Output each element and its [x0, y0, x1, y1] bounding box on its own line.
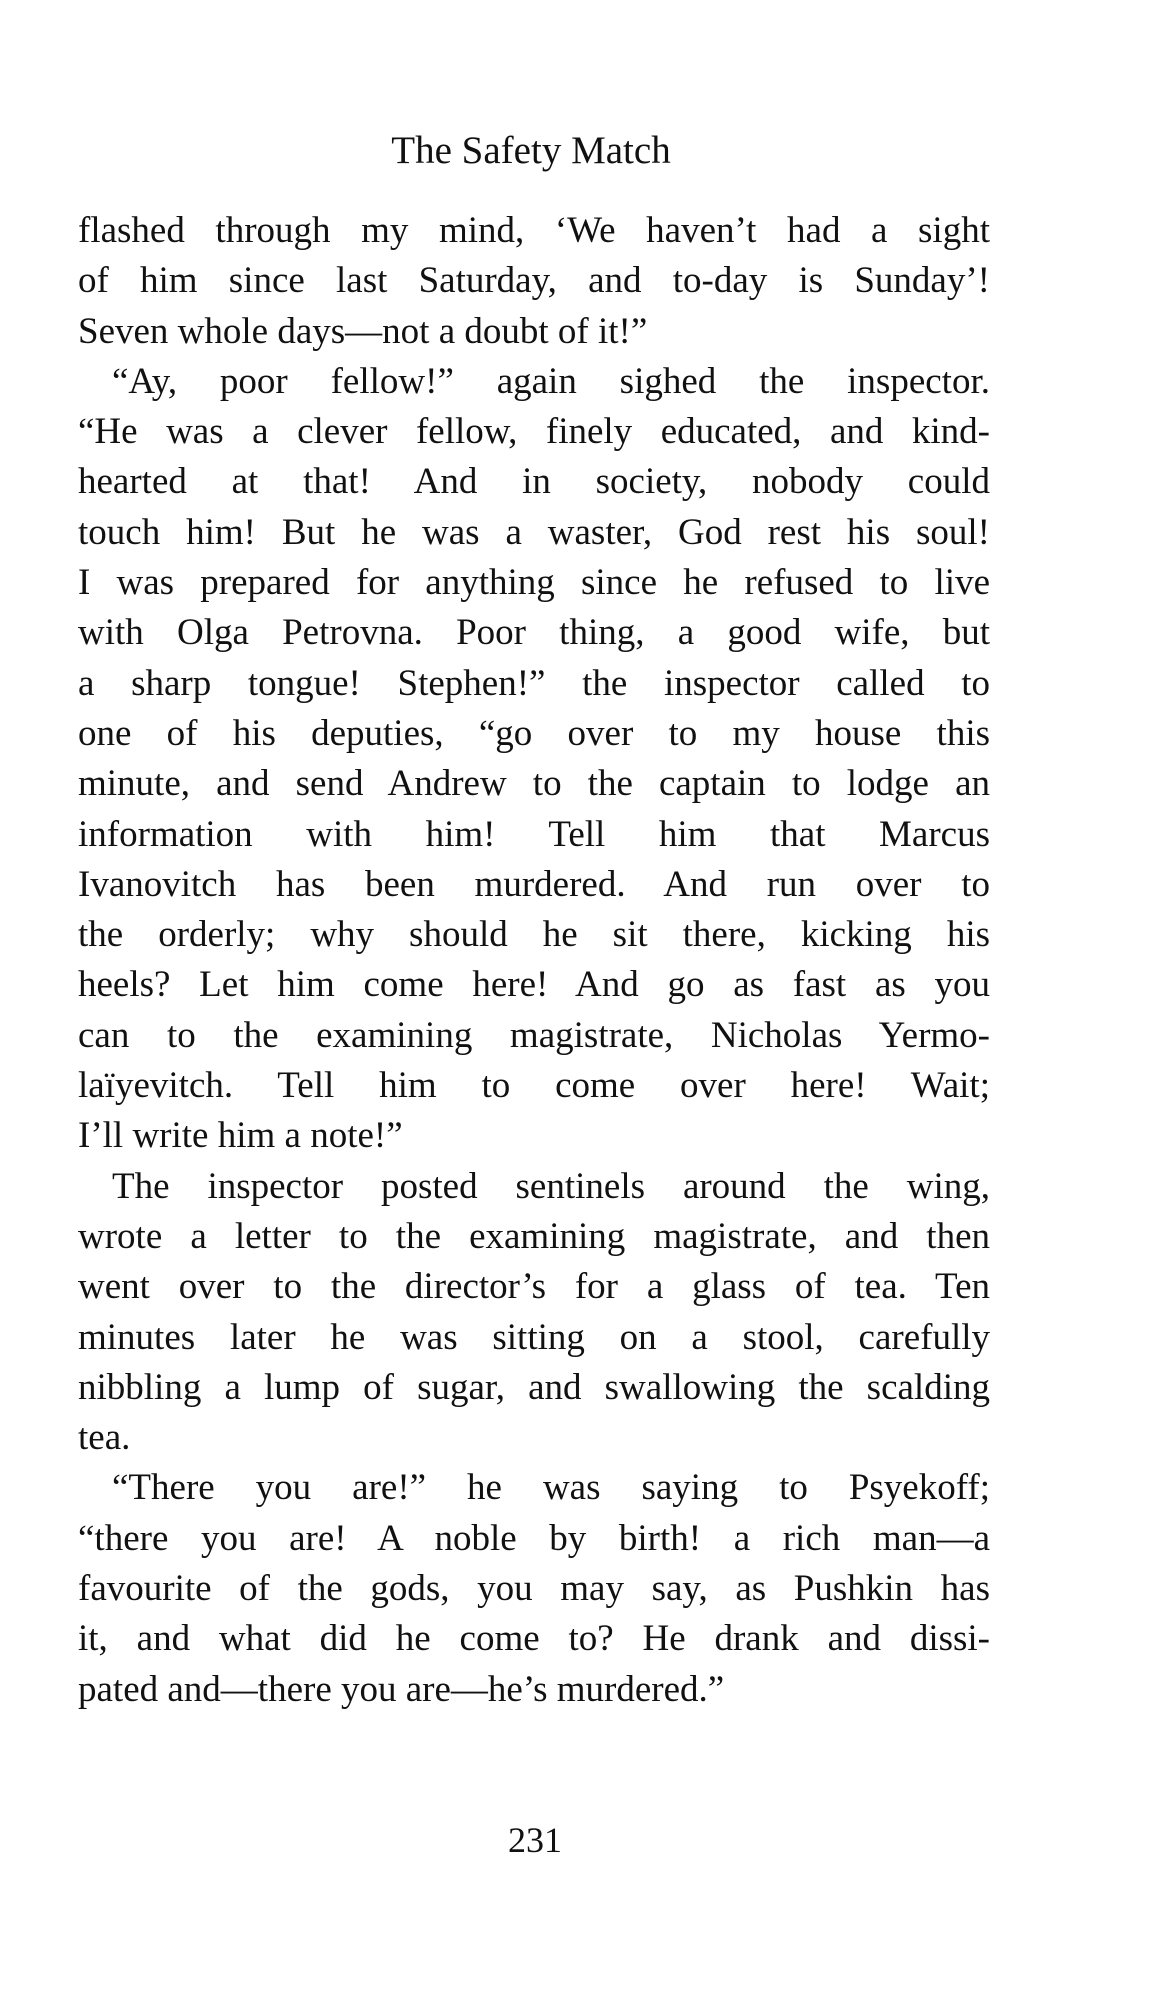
- text-line: can to the examining magistrate, Nicholas Yermo-: [78, 1014, 990, 1056]
- paragraph: [78, 1463, 990, 1714]
- text-line: The inspector posted sentinels around the wing,: [112, 1165, 990, 1207]
- text-line: information with him! Tell him that Marcus: [78, 813, 990, 855]
- text-line: went over to the director’s for a glass of tea. Ten: [78, 1266, 990, 1308]
- text-line: “There you are!” he was saying to Psyekoff;: [112, 1467, 990, 1509]
- text-line: minutes later he was sitting on a stool, carefully: [78, 1316, 990, 1358]
- text-line: wrote a letter to the examining magistrate, and then: [78, 1215, 990, 1257]
- text-line: one of his deputies, “go over to my house this: [78, 712, 990, 754]
- text-line: heels? Let him come here! And go as fast as you: [78, 964, 990, 1006]
- text-line: a sharp tongue! Stephen!” the inspector called to: [78, 662, 990, 704]
- text-line: touch him! But he was a waster, God rest his soul!: [78, 511, 990, 553]
- text-line: “He was a clever fellow, finely educated, and kind-: [78, 411, 990, 453]
- text-line: favourite of the gods, you may say, as Pushkin has: [78, 1568, 990, 1610]
- paragraph: [78, 357, 990, 1162]
- text-line: “there you are! A noble by birth! a rich man—a: [78, 1517, 990, 1559]
- page-number: 231: [508, 1820, 562, 1860]
- text-line: the orderly; why should he sit there, kicking his: [78, 914, 990, 956]
- text-line: with Olga Petrovna. Poor thing, a good wife, but: [78, 612, 990, 654]
- text-line: minute, and send Andrew to the captain to lodge an: [78, 763, 990, 805]
- text-line: pated and—there you are—he’s murdered.”: [78, 1668, 725, 1710]
- text-line: laïyevitch. Tell him to come over here! Wait;: [78, 1065, 990, 1107]
- text-line: flashed through my mind, ‘We haven’t had a sight: [78, 210, 990, 251]
- text-line: Ivanovitch has been murdered. And run over to: [78, 863, 990, 905]
- text-line: tea.: [78, 1417, 131, 1459]
- text-line: of him since last Saturday, and to-day is Sunday’!: [78, 260, 990, 302]
- text-line: Seven whole days—not a doubt of it!”: [78, 310, 648, 352]
- running-head: The Safety Match: [391, 129, 671, 172]
- paragraph: [78, 1162, 990, 1464]
- text-line: I was prepared for anything since he refused to live: [78, 562, 990, 604]
- paragraph: [78, 206, 990, 357]
- text-line: it, and what did he come to? He drank and dissi-: [78, 1618, 990, 1660]
- body-text: [78, 206, 990, 1715]
- text-line: I’ll write him a note!”: [78, 1115, 403, 1157]
- text-line: hearted at that! And in society, nobody could: [78, 461, 990, 503]
- text-line: “Ay, poor fellow!” again sighed the inspector.: [112, 360, 990, 402]
- text-line: nibbling a lump of sugar, and swallowing the scalding: [78, 1366, 990, 1408]
